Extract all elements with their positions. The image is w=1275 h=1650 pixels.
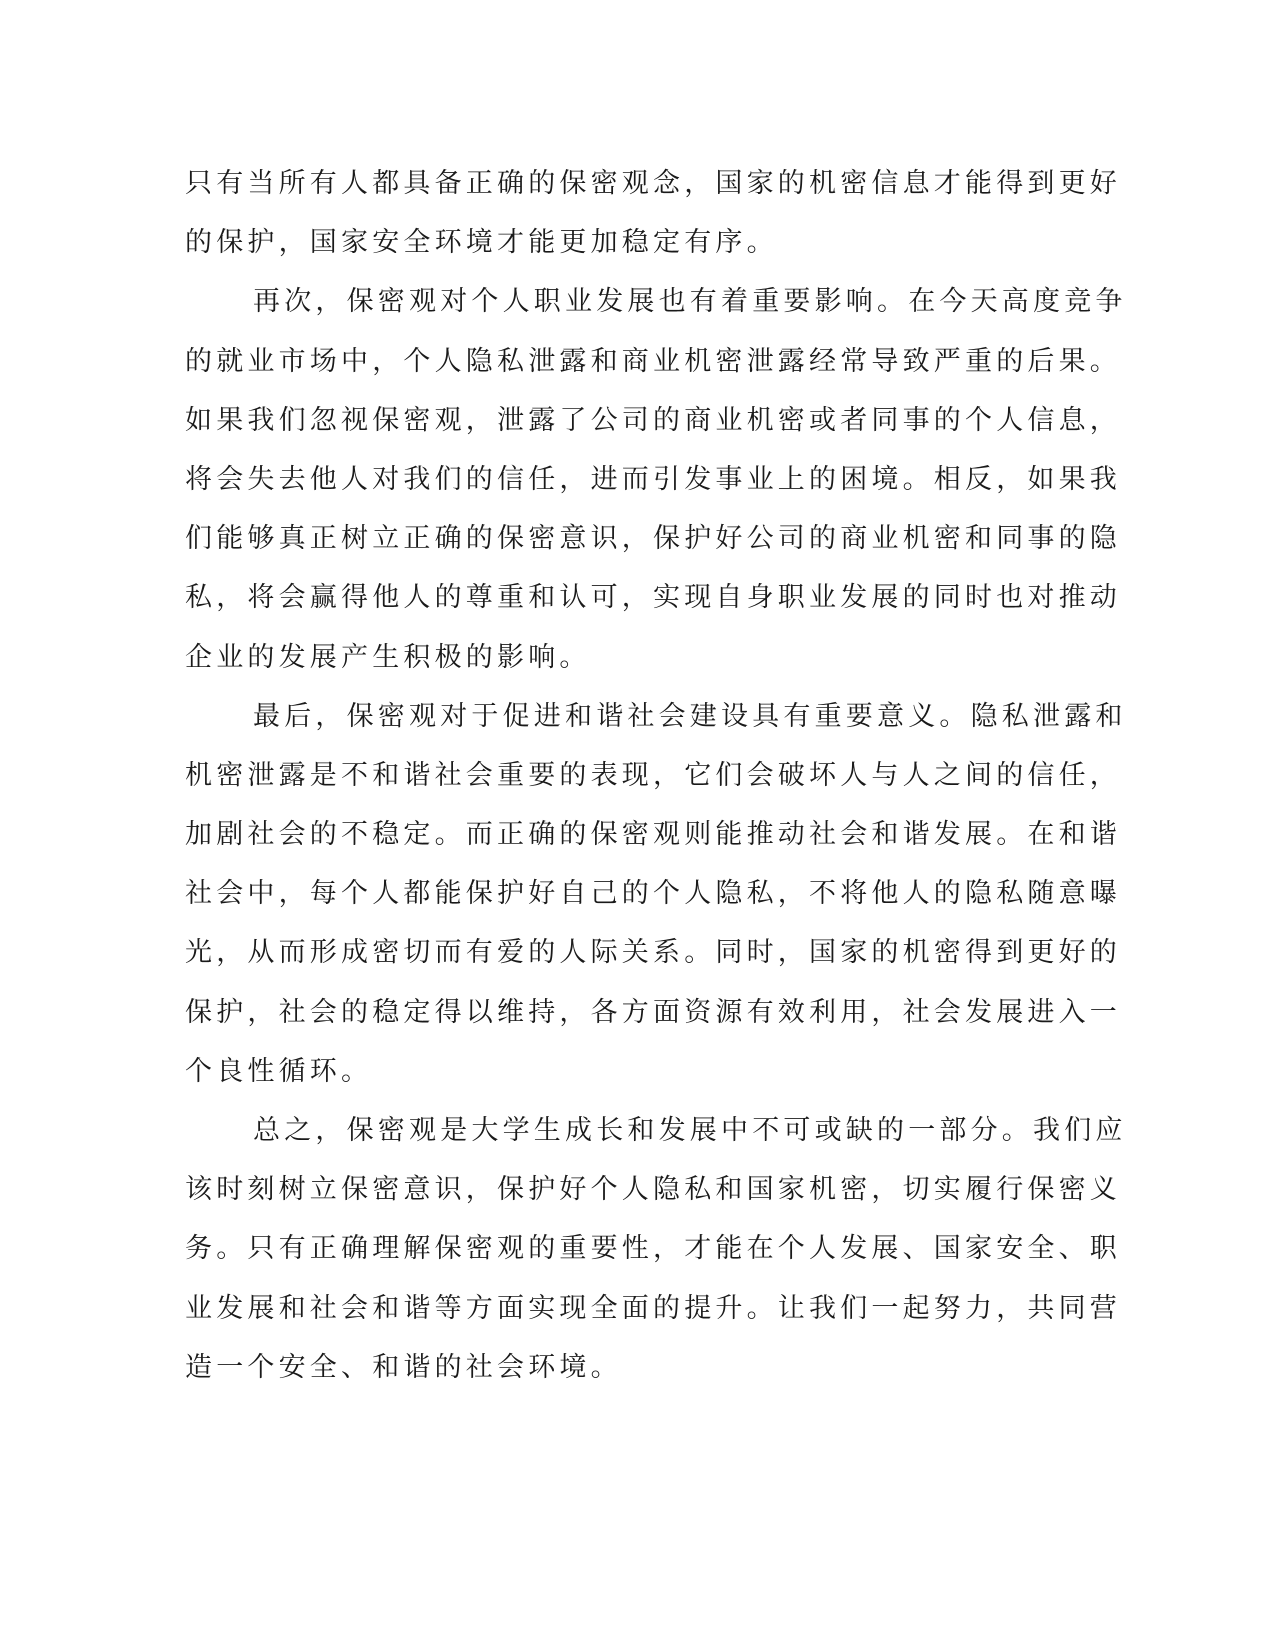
text-line: 将会失去他人对我们的信任，进而引发事业上的困境。相反，如果我	[185, 463, 1121, 495]
text-line: 只有当所有人都具备正确的保密观念，国家的机密信息才能得到更好	[185, 168, 1121, 199]
text-line: 私，将会赢得他人的尊重和认可，实现自身职业发展的同时也对推动	[185, 582, 1121, 614]
text-line: 总之，保密观是大学生成长和发展中不可或缺的一部分。我们应	[253, 1115, 1127, 1146]
text-line: 个良性循环。	[185, 1055, 373, 1087]
text-line: 该时刻树立保密意识，保护好个人隐私和国家机密，切实履行保密义	[185, 1174, 1121, 1206]
document-body	[185, 154, 1127, 1397]
text-line: 社会中，每个人都能保护好自己的个人隐私，不将他人的隐私随意曝	[185, 878, 1121, 910]
text-line: 保护，社会的稳定得以维持，各方面资源有效利用，社会发展进入一	[185, 996, 1121, 1028]
paragraph-1	[185, 154, 1121, 272]
text-line: 光，从而形成密切而有爱的人际关系。同时，国家的机密得到更好的	[185, 937, 1121, 969]
text-line: 加剧社会的不稳定。而正确的保密观则能推动社会和谐发展。在和谐	[185, 819, 1121, 851]
paragraph-3	[185, 687, 1127, 1101]
text-line: 机密泄露是不和谐社会重要的表现，它们会破坏人与人之间的信任，	[185, 759, 1121, 791]
paragraph-2	[185, 272, 1127, 686]
text-line: 的保护，国家安全环境才能更加稳定有序。	[185, 227, 778, 259]
text-line: 最后，保密观对于促进和谐社会建设具有重要意义。隐私泄露和	[253, 700, 1127, 732]
text-line: 业发展和社会和谐等方面实现全面的提升。让我们一起努力，共同营	[185, 1292, 1121, 1324]
text-line: 如果我们忽视保密观，泄露了公司的商业机密或者同事的个人信息，	[185, 404, 1121, 436]
text-line: 造一个安全、和谐的社会环境。	[185, 1351, 622, 1383]
paragraph-4	[185, 1101, 1127, 1397]
text-line: 的就业市场中，个人隐私泄露和商业机密泄露经常导致严重的后果。	[185, 345, 1121, 377]
text-line: 企业的发展产生积极的影响。	[185, 641, 591, 673]
text-line: 们能够真正树立正确的保密意识，保护好公司的商业机密和同事的隐	[185, 523, 1121, 555]
text-line: 务。只有正确理解保密观的重要性，才能在个人发展、国家安全、职	[185, 1233, 1121, 1265]
text-line: 再次，保密观对个人职业发展也有着重要影响。在今天高度竞争	[253, 286, 1127, 318]
